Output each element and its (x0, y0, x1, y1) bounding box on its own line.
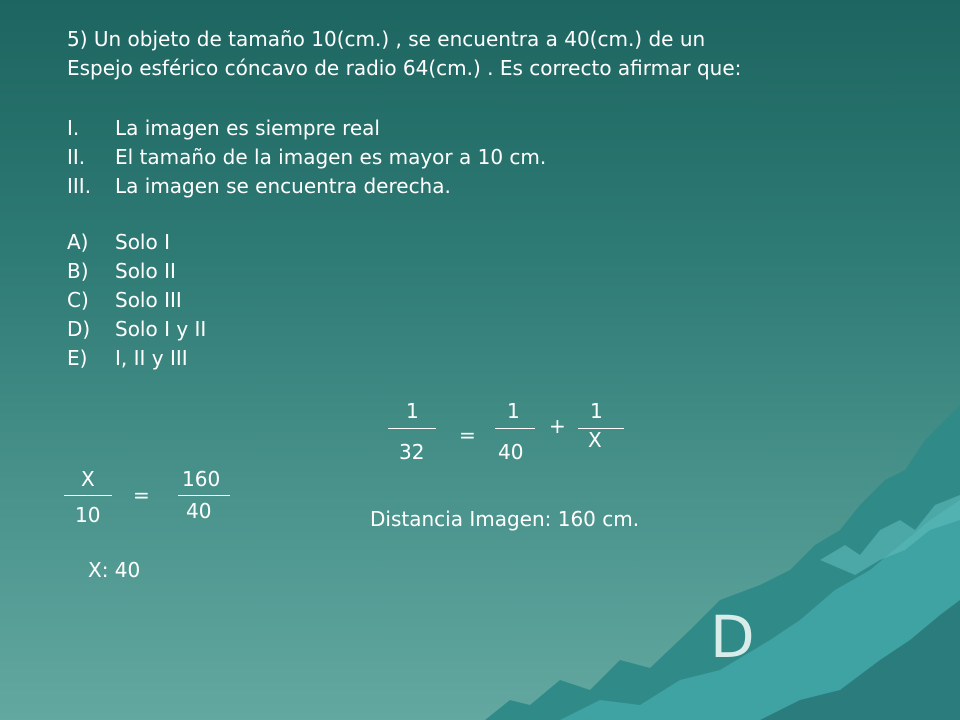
fraction-bar (64, 495, 112, 496)
fraction-bar (178, 495, 230, 496)
mirror-r2-denominator: X (588, 428, 602, 452)
option-label: D) (67, 317, 91, 341)
fraction-bar (388, 428, 436, 429)
statement-text: El tamaño de la imagen es mayor a 10 cm. (115, 145, 547, 169)
statement-label: I. (67, 116, 80, 140)
mag-rhs-numerator: 160 (182, 467, 221, 491)
option-text: Solo III (115, 288, 182, 312)
equals-sign: = (133, 483, 150, 507)
option-label: A) (67, 230, 89, 254)
x-result-text: X: 40 (88, 558, 141, 582)
fraction-bar (495, 428, 535, 429)
option-text: I, II y III (115, 346, 188, 370)
option-label: B) (67, 259, 89, 283)
mag-lhs-denominator: 10 (75, 503, 101, 527)
image-distance-text: Distancia Imagen: 160 cm. (370, 507, 640, 531)
mirror-r1-denominator: 40 (498, 440, 524, 464)
mag-rhs-denominator: 40 (186, 499, 212, 523)
answer-letter: D (710, 603, 755, 671)
option-label: C) (67, 288, 89, 312)
option-text: Solo I (115, 230, 170, 254)
option-text: Solo I y II (115, 317, 207, 341)
question-line-1: 5) Un objeto de tamaño 10(cm.) , se encuentra a 40(cm.) de un (67, 27, 706, 51)
option-text: Solo II (115, 259, 176, 283)
statement-label: II. (67, 145, 86, 169)
statement-text: La imagen es siempre real (115, 116, 380, 140)
mirror-lhs-denominator: 32 (399, 440, 425, 464)
option-label: E) (67, 346, 88, 370)
equals-sign: = (459, 423, 476, 447)
mag-lhs-numerator: X (81, 467, 95, 491)
plus-sign: + (549, 414, 566, 438)
question-text (67, 25, 741, 83)
statement-text: La imagen se encuentra derecha. (115, 174, 451, 198)
question-line-2: Espejo esférico cóncavo de radio 64(cm.) . Es correcto afirmar que: (67, 56, 742, 80)
mirror-r1-numerator: 1 (507, 399, 520, 423)
statement-label: III. (67, 174, 92, 198)
mirror-r2-numerator: 1 (590, 399, 603, 423)
mirror-lhs-numerator: 1 (406, 399, 419, 423)
